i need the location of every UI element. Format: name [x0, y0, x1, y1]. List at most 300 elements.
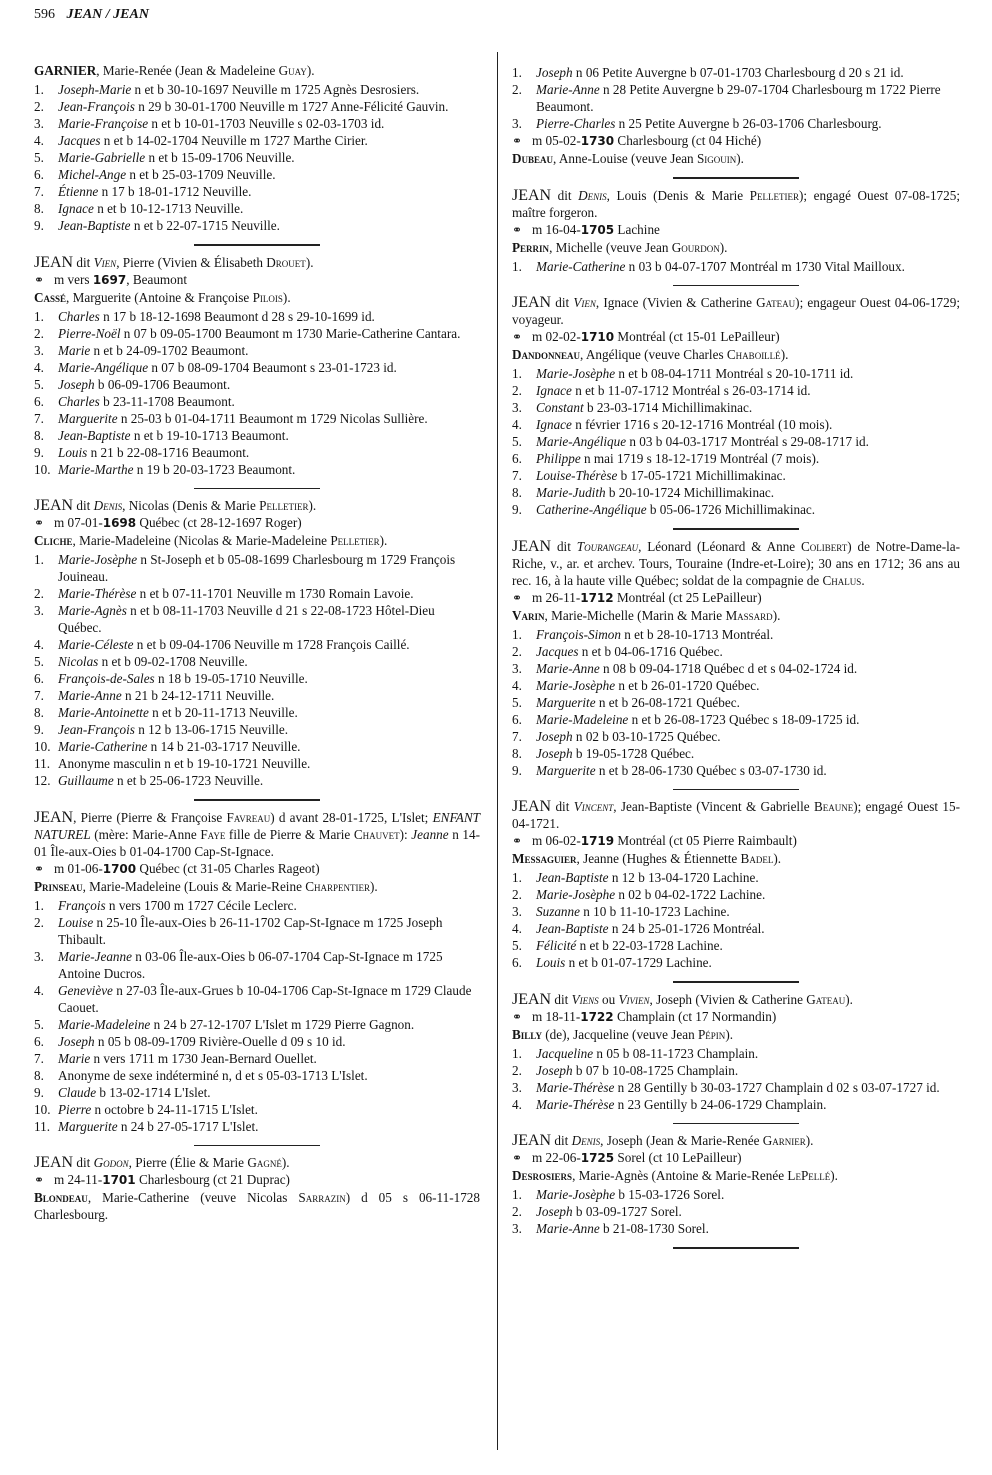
child-details: n 25 Petite Auvergne b 26-03-1706 Charlesbourg. [615, 116, 882, 131]
child-details: n mai 1719 s 18-12-1719 Montréal (7 mois). [580, 451, 820, 466]
text-run: , Angélique (veuve Charles [580, 347, 727, 362]
child-name: Nicolas [58, 654, 99, 669]
child-number: 5. [34, 376, 44, 392]
marriage-year: 1725 [580, 1151, 615, 1165]
list-item [34, 325, 480, 342]
child-name: Félicité [536, 938, 577, 953]
child-name: Marguerite [58, 1118, 118, 1134]
marriage-place: Charlesbourg (ct 21 Duprac) [135, 1172, 290, 1187]
child-text [536, 1045, 960, 1062]
child-name: Jean-François [58, 99, 135, 114]
child-details: n février 1716 s 20-12-1716 Montréal (10 mois). [571, 417, 833, 432]
child-text [58, 897, 480, 914]
child-name: Marie-Angélique [536, 434, 627, 449]
child-text [536, 937, 960, 954]
child-details: n et b 11-07-1712 Montréal s 26-03-1714 id. [571, 383, 811, 398]
child-number: 1. [512, 366, 522, 381]
child-details: n 27-03 Île-aux-Grues b 10-04-1706 Cap-St-Ignace m 1729 Claude Caouet. [58, 982, 472, 1015]
list-item [34, 721, 480, 738]
text-run: Godon [93, 1155, 129, 1170]
child-text [536, 886, 960, 903]
child-name: François-de-Sales [58, 671, 155, 686]
child-text [58, 1050, 480, 1067]
child-name: Marie-Jeanne [58, 948, 132, 964]
child-details: n 02 b 03-10-1725 Québec. [572, 728, 721, 744]
child-number: 9. [34, 444, 44, 460]
child-details: Anonyme masculin n et b 19-10-1721 Neuville. [58, 756, 311, 771]
child-name: Ignace [58, 201, 94, 216]
text-run: Pelletier [330, 533, 380, 548]
marriage-date: m 07-01- [54, 515, 103, 530]
child-details: n et b 09-02-1708 Neuville. [98, 654, 248, 669]
child-details: n 07 b 09-05-1700 Beaumont m 1730 Marie-Catherine Cantara. [120, 325, 461, 341]
list-item [34, 132, 480, 149]
child-name: Marie-Judith [536, 485, 606, 500]
child-details: n 03 b 04-03-1717 Montréal s 29-08-1717 id. [626, 434, 869, 449]
text-run: Drouet [266, 254, 306, 270]
text-run: GARNIER [34, 63, 97, 78]
list-item [34, 653, 480, 670]
list-item [34, 670, 480, 687]
child-number: 9. [512, 762, 522, 778]
child-number: 1. [512, 1187, 522, 1202]
child-text [536, 382, 960, 399]
text-run: Beaune [813, 799, 854, 814]
marriage-place: Charlesbourg (ct 04 Hiché) [614, 133, 762, 148]
text-run: ). [305, 254, 314, 270]
list-item [34, 115, 480, 132]
child-details: n 12 b 13-06-1715 Neuville. [134, 722, 289, 737]
child-text [536, 1203, 960, 1220]
list-item [512, 937, 960, 954]
text-run: dit [551, 295, 574, 310]
text-run: ENFANT NATUREL [34, 809, 480, 842]
child-number: 9. [34, 1084, 44, 1100]
child-text [58, 393, 480, 410]
child-name: Philippe [536, 451, 581, 466]
child-name: Guillaume [58, 773, 114, 788]
list-item [512, 954, 960, 971]
marriage-year: 1705 [580, 222, 615, 237]
child-text [58, 636, 480, 653]
text-run: JEAN [512, 537, 552, 555]
text-run: n 14-01 Île-aux-Oies b 01-04-1700 Cap-St-Ignace. [34, 826, 480, 859]
entry-separator [673, 1123, 799, 1125]
text-run: . [861, 572, 865, 588]
child-details: b 21-08-1730 Sorel. [599, 1221, 709, 1236]
child-number: 11. [34, 756, 50, 771]
child-details: n et b 10-12-1713 Neuville. [93, 201, 244, 216]
child-text [536, 903, 960, 920]
child-details: n et b 10-01-1703 Neuville s 02-03-1703 id. [148, 116, 385, 131]
child-text [536, 365, 960, 382]
child-number: 1. [34, 82, 44, 97]
child-details: n 25-03 b 01-04-1711 Beaumont m 1729 Nicolas Sullière. [117, 410, 428, 426]
child-details: n 03 b 04-07-1707 Montréal m 1730 Vital Mailloux. [625, 258, 905, 274]
list-item [512, 1096, 960, 1113]
list-item [34, 1101, 480, 1118]
child-number: 4. [34, 359, 44, 375]
child-number: 3. [512, 1079, 522, 1095]
spouse-line [512, 239, 960, 256]
child-name: Marie-Catherine [536, 258, 626, 274]
child-name: Marie-Agnès [58, 603, 127, 618]
child-number: 1. [34, 897, 44, 913]
child-text [58, 653, 480, 670]
child-number: 9. [34, 722, 44, 737]
text-run: dit [551, 799, 574, 814]
child-number: 6. [512, 711, 522, 727]
text-run: , Joseph (Jean & Marie-Renée [600, 1133, 763, 1148]
child-text [536, 643, 960, 660]
text-run: Pelletier [749, 187, 799, 203]
marriage-line [34, 1171, 480, 1189]
text-run: ). [845, 991, 853, 1007]
text-run: ); engagé Ouest 15-04-1721. [512, 799, 960, 831]
child-details: n et b 04-06-1716 Québec. [578, 643, 723, 659]
list-item [512, 694, 960, 711]
child-text [536, 1079, 960, 1096]
page-title: JEAN / JEAN [66, 7, 149, 22]
list-item [34, 551, 480, 585]
wedding-rings-icon: ⚭ [512, 222, 523, 237]
child-number: 8. [512, 485, 522, 500]
child-details: b 07 b 10-08-1725 Champlain. [572, 1062, 739, 1078]
child-details: n 28 Petite Auvergne b 29-07-1704 Charlesbourg m 1722 Pierre Beaumont. [536, 82, 941, 114]
child-details: n vers 1700 m 1727 Cécile Leclerc. [105, 897, 297, 913]
marriage-place: Champlain (ct 17 Normandin) [613, 1008, 777, 1024]
child-number: 4. [512, 417, 522, 432]
list-item [34, 755, 480, 772]
child-number: 2. [34, 325, 44, 341]
child-text [536, 467, 960, 484]
child-text [58, 342, 480, 359]
child-name: Marguerite [536, 762, 596, 778]
entry-separator [673, 981, 799, 983]
child-name: Marie-Anne [536, 82, 600, 97]
list-item [512, 728, 960, 745]
list-item [512, 365, 960, 382]
child-details: n et b 08-04-1711 Montréal s 20-10-1711 id. [615, 366, 854, 381]
child-details: n et b 08-11-1703 Neuville d 21 s 22-08-1723 Hôtel-Dieu Québec. [58, 603, 435, 635]
child-name: François-Simon [536, 626, 621, 642]
list-item [512, 677, 960, 694]
family-entry [512, 538, 960, 779]
list-item [34, 1016, 480, 1033]
child-name: Marie-Josèphe [536, 887, 616, 902]
marriage-place: Lachine [614, 221, 660, 237]
child-text [58, 308, 480, 325]
child-name: Charles [58, 308, 100, 324]
child-details: n et b 26-08-1721 Québec. [595, 694, 740, 710]
entry-separator [194, 488, 320, 490]
child-details: n 25-10 Île-aux-Oies b 26-11-1702 Cap-St-Ignace m 1725 Joseph Thibault. [58, 914, 443, 947]
list-item [512, 1079, 960, 1096]
child-text [58, 200, 480, 217]
entry-separator [194, 1145, 320, 1147]
family-entry [512, 294, 960, 518]
child-details: b 23-11-1708 Beaumont. [99, 393, 235, 409]
child-details: n et b 26-01-1720 Québec. [615, 677, 760, 693]
text-run: (mère: Marie-Anne [90, 826, 201, 842]
entry-separator [673, 1247, 799, 1249]
spouse-line [512, 346, 960, 363]
marriage-line [512, 1008, 960, 1026]
list-item [512, 660, 960, 677]
list-item [34, 149, 480, 166]
text-run: , Marie-Catherine (veuve Nicolas [87, 1190, 299, 1205]
child-details: n St-Joseph et b 05-08-1699 Charlesbourg m 1729 François Jouineau. [58, 552, 456, 584]
text-run: (de), Jacqueline (veuve Jean [541, 1026, 698, 1042]
child-number: 7. [512, 468, 522, 483]
child-name: Jean-Baptiste [536, 870, 609, 885]
child-name: Joseph [58, 1033, 95, 1049]
text-run: , Jeanne (Hughes & Étiennette [576, 851, 741, 866]
entry-heading [512, 187, 960, 221]
spouse-line [34, 532, 480, 549]
child-text [536, 954, 960, 971]
text-run: Faye [200, 826, 226, 842]
text-run: dit [551, 187, 579, 203]
child-details: n et b 25-03-1709 Neuville. [126, 167, 276, 182]
child-number: 7. [512, 728, 522, 744]
child-name: Louis [536, 955, 566, 970]
child-number: 12. [34, 773, 51, 788]
child-number: 8. [34, 705, 44, 720]
spouse-line [34, 878, 480, 895]
text-run: ). [370, 878, 378, 894]
child-details: n et b 15-09-1706 Neuville. [145, 150, 295, 165]
child-number: 2. [512, 82, 522, 97]
marriage-year: 1710 [580, 330, 615, 344]
child-text [58, 551, 480, 585]
child-name: Marie-Josèphe [536, 366, 616, 381]
child-text [58, 149, 480, 166]
child-name: Marie-Antoinette [58, 705, 149, 720]
child-number: 3. [512, 400, 522, 415]
children-list [512, 869, 960, 971]
left-column [34, 62, 480, 1223]
text-run: Colibert [801, 538, 848, 554]
child-number: 6. [34, 671, 44, 686]
text-run: , Michelle (veuve Jean [549, 239, 672, 255]
child-number: 4. [34, 133, 44, 148]
text-run: , Léonard (Léonard & Anne [638, 538, 801, 554]
list-item [512, 64, 960, 81]
child-text [536, 501, 960, 518]
child-text [536, 677, 960, 694]
child-number: 9. [512, 502, 522, 517]
child-number: 4. [34, 982, 44, 998]
spouse-line [34, 289, 480, 306]
child-details: b 20-10-1724 Michillimakinac. [605, 485, 775, 500]
list-item [34, 461, 480, 478]
child-details: n 03-06 Île-aux-Oies b 06-07-1704 Cap-St-Ignace m 1725 Antoine Ducros. [58, 948, 443, 981]
child-name: Pierre [58, 1101, 92, 1117]
text-run: , Marie-Michelle (Marin & Marie [544, 607, 726, 623]
child-text [58, 948, 480, 982]
text-run: JEAN [34, 253, 74, 271]
child-number: 4. [34, 637, 44, 652]
child-details: n et b 14-02-1704 Neuville m 1727 Marthe Cirier. [100, 133, 368, 148]
entry-separator [673, 285, 799, 287]
child-details: n 17 b 18-01-1712 Neuville. [98, 184, 252, 199]
entry-heading [34, 497, 480, 514]
list-item [512, 643, 960, 660]
child-text [58, 914, 480, 948]
marriage-line [512, 589, 960, 607]
child-details: n et b 30-10-1697 Neuville m 1725 Agnès Desrosiers. [131, 82, 420, 97]
entry-heading [512, 798, 960, 832]
child-name: Marie-Madeleine [58, 1016, 151, 1032]
marriage-year: 1701 [102, 1173, 136, 1187]
child-text [536, 1062, 960, 1079]
wedding-rings-icon: ⚭ [512, 134, 523, 148]
entry-heading [34, 809, 480, 860]
text-run: , Pierre (Élie & Marie [128, 1155, 248, 1170]
text-run: Pilois [252, 289, 283, 305]
list-item [34, 376, 480, 393]
child-name: Joseph [58, 376, 95, 392]
child-number: 5. [512, 434, 522, 449]
text-run: Favreau [226, 809, 271, 825]
text-run: JEAN [34, 1154, 74, 1171]
child-number: 2. [512, 887, 522, 902]
child-name: Joseph [536, 65, 573, 80]
page-number: 596 [34, 7, 55, 22]
list-item [34, 98, 480, 115]
child-name: Jean-Baptiste [536, 921, 609, 936]
children-list [512, 1045, 960, 1113]
child-name: Ignace [536, 383, 572, 398]
child-text [58, 982, 480, 1016]
list-item [512, 711, 960, 728]
family-entry [34, 497, 480, 789]
text-run: Guay [278, 63, 307, 78]
list-item [34, 166, 480, 183]
child-text [536, 694, 960, 711]
child-number: 1. [34, 308, 44, 324]
children-list [34, 308, 480, 478]
child-name: Marie-Catherine [58, 739, 148, 754]
list-item [34, 982, 480, 1016]
entry-heading [512, 1132, 960, 1149]
text-run: ); engagé Ouest 07-08-1725; maître forgeron. [512, 187, 960, 220]
list-item [512, 1220, 960, 1237]
marriage-date: m 01-06- [54, 860, 103, 876]
family-entry [512, 187, 960, 275]
child-text [58, 704, 480, 721]
spouse-line [512, 150, 960, 167]
child-text [536, 762, 960, 779]
marriage-line [512, 832, 960, 850]
entry-separator [194, 244, 320, 246]
marriage-date: m 05-02- [532, 133, 581, 148]
wedding-rings-icon: ⚭ [512, 834, 523, 848]
child-name: Marie-Thérèse [536, 1096, 615, 1112]
child-number: 6. [512, 955, 522, 970]
child-text [58, 325, 480, 342]
wedding-rings-icon: ⚭ [512, 1009, 523, 1024]
column-divider [497, 52, 498, 1450]
list-item [34, 897, 480, 914]
child-number: 4. [512, 921, 522, 936]
child-text [58, 166, 480, 183]
list-item [34, 308, 480, 325]
text-run: , Ignace (Vivien & Catherine [595, 295, 757, 310]
child-number: 1. [512, 626, 522, 642]
text-run: Badel [740, 851, 774, 866]
child-text [58, 721, 480, 738]
child-name: Marie-Françoise [58, 116, 149, 131]
child-name: Marie [58, 1050, 91, 1066]
spouse-line [512, 607, 960, 624]
list-item [34, 1033, 480, 1050]
text-run: dit [73, 498, 94, 513]
child-details: b 06-09-1706 Beaumont. [94, 376, 231, 392]
child-text [536, 115, 960, 132]
child-name: Constant [536, 400, 584, 415]
child-text [58, 410, 480, 427]
child-number: 2. [34, 99, 44, 114]
children-list [34, 897, 480, 1135]
marriage-line [34, 514, 480, 532]
child-number: 7. [34, 184, 44, 199]
child-number: 2. [512, 643, 522, 659]
child-text [58, 772, 480, 789]
text-run: ) d avant 28-01-1725, L'Islet; [270, 809, 433, 825]
text-run: Vien [573, 295, 596, 310]
child-name: Marguerite [536, 694, 596, 710]
child-number: 3. [34, 603, 44, 618]
child-text [58, 98, 480, 115]
text-run: Chauvet [353, 826, 400, 842]
text-run: dit [551, 991, 572, 1007]
marriage-line [34, 860, 480, 878]
child-name: Marie-Thérèse [58, 586, 137, 601]
child-text [536, 64, 960, 81]
entry-heading [34, 254, 480, 271]
marriage-place: Québec (ct 31-05 Charles Rageot) [136, 860, 320, 876]
child-text [58, 444, 480, 461]
text-run: Vivien [618, 991, 650, 1007]
text-run: JEAN [512, 186, 552, 204]
child-number: 6. [34, 167, 44, 182]
child-name: Jacques [58, 133, 101, 148]
child-text [58, 359, 480, 376]
child-number: 10. [34, 739, 51, 754]
child-name: Jacqueline [536, 1045, 594, 1061]
marriage-place: Montréal (ct 25 LePailleur) [613, 589, 762, 605]
child-number: 7. [34, 1050, 44, 1066]
text-run: Vincent [573, 799, 614, 814]
list-item [34, 772, 480, 789]
child-text [58, 687, 480, 704]
list-item [34, 359, 480, 376]
child-name: Joseph [536, 745, 573, 761]
list-item [512, 399, 960, 416]
child-name: Louise [58, 914, 94, 930]
child-details: n 07 b 08-09-1704 Beaumont s 23-01-1723 id. [148, 359, 397, 375]
marriage-year: 1730 [580, 134, 615, 148]
list-item [512, 433, 960, 450]
list-item [512, 886, 960, 903]
entry-heading [512, 991, 960, 1008]
wedding-rings-icon: ⚭ [512, 330, 523, 344]
text-run: , Nicolas (Denis & Marie [122, 498, 260, 513]
list-item [34, 427, 480, 444]
child-details: n et b 22-07-1715 Neuville. [130, 218, 280, 233]
